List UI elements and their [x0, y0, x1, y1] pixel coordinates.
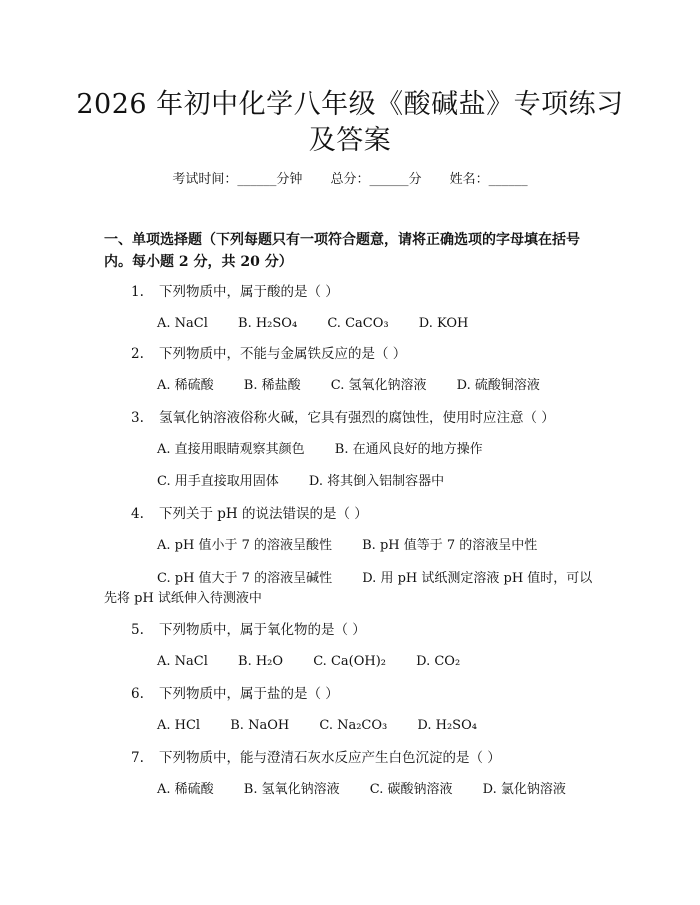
question-7 [131, 748, 601, 768]
option-d: D. H₂SO₄ [417, 718, 477, 733]
option-c: C. pH 值大于 7 的溶液呈碱性 [157, 571, 333, 586]
question-2 [131, 344, 601, 364]
question-5-options [157, 652, 486, 672]
option-a: A. NaCl [157, 654, 208, 669]
option-a: A. pH 值小于 7 的溶液呈酸性 [157, 538, 332, 553]
option-a: A. 稀硫酸 [157, 782, 214, 797]
exam-time-field: 考试时间：______分钟 [172, 172, 303, 187]
option-b: B. 氢氧化钠溶液 [243, 782, 340, 797]
section-heading-line2: 内。每小题 2 分，共 20 分） [104, 254, 293, 270]
option-b: B. H₂SO₄ [238, 316, 298, 331]
question-number: 4. [131, 506, 144, 522]
total-score-field: 总分：______分 [330, 172, 422, 187]
option-c: C. Na₂CO₃ [319, 718, 388, 733]
question-number: 1. [131, 284, 144, 300]
question-5 [131, 620, 601, 640]
question-4-options-row1 [157, 536, 563, 556]
option-d: D. 将其倒入铝制容器中 [308, 474, 445, 489]
exam-meta [0, 168, 700, 187]
question-6 [131, 684, 601, 704]
question-4 [131, 504, 601, 524]
option-c: C. 用手直接取用固体 [157, 474, 279, 489]
question-number: 3. [131, 410, 144, 426]
option-b: B. 稀盐酸 [243, 378, 301, 393]
question-7-options [157, 780, 592, 800]
question-3-options-row1 [157, 440, 509, 460]
question-1-options [157, 314, 494, 334]
question-4-option-d-continuation: 先将 pH 试纸伸入待测液中 [104, 591, 262, 606]
page-title-line1: 2026 年初中化学八年级《酸碱盐》专项练习 [76, 89, 624, 120]
option-b: B. H₂O [238, 654, 284, 669]
option-a: A. 直接用眼睛观察其颜色 [157, 442, 305, 457]
option-b: B. 在通风良好的地方操作 [334, 442, 483, 457]
section-heading-line1: 一、单项选择题（下列每题只有一项符合题意，请将正确选项的字母填在括号 [104, 232, 580, 248]
option-a: A. HCl [157, 718, 201, 733]
option-d: D. 用 pH 试纸测定溶液 pH 值时，可以 [362, 571, 593, 586]
question-stem: 下列物质中，属于盐的是（ ） [159, 686, 339, 702]
question-number: 6. [131, 686, 144, 702]
section-heading [104, 229, 604, 273]
option-a: A. 稀硫酸 [157, 378, 214, 393]
option-c: C. Ca(OH)₂ [313, 654, 386, 669]
question-stem: 下列物质中，不能与金属铁反应的是（ ） [159, 346, 407, 362]
option-b: B. NaOH [230, 718, 290, 733]
question-number: 2. [131, 346, 144, 362]
option-c: C. 氢氧化钠溶液 [330, 378, 427, 393]
question-stem: 下列物质中，属于酸的是（ ） [159, 284, 339, 300]
question-stem: 下列物质中，能与澄清石灰水反应产生白色沉淀的是（ ） [159, 750, 501, 766]
option-a: A. NaCl [157, 316, 208, 331]
question-number: 7. [131, 750, 144, 766]
option-d: D. CO₂ [416, 654, 461, 669]
student-name-field: 姓名：______ [449, 172, 528, 187]
question-4-options-row2 [157, 569, 618, 589]
option-c: C. 碳酸钠溶液 [369, 782, 453, 797]
question-stem: 下列物质中，属于氧化物的是（ ） [159, 622, 366, 638]
question-2-options [157, 376, 566, 396]
question-1 [131, 282, 601, 302]
option-b: B. pH 值等于 7 的溶液呈中性 [362, 538, 538, 553]
option-d: D. 硫酸铜溶液 [456, 378, 540, 393]
page-title-line2: 及答案 [308, 125, 392, 156]
option-d: D. KOH [418, 316, 469, 331]
question-3 [131, 408, 601, 428]
question-number: 5. [131, 622, 144, 638]
option-d: D. 氯化钠溶液 [482, 782, 566, 797]
question-stem: 下列关于 pH 的说法错误的是（ ） [159, 506, 368, 522]
option-c: C. CaCO₃ [327, 316, 389, 331]
question-3-options-row2 [157, 472, 470, 492]
question-6-options [157, 716, 503, 736]
question-stem: 氢氧化钠溶液俗称火碱，它具有强烈的腐蚀性，使用时应注意（ ） [159, 410, 555, 426]
